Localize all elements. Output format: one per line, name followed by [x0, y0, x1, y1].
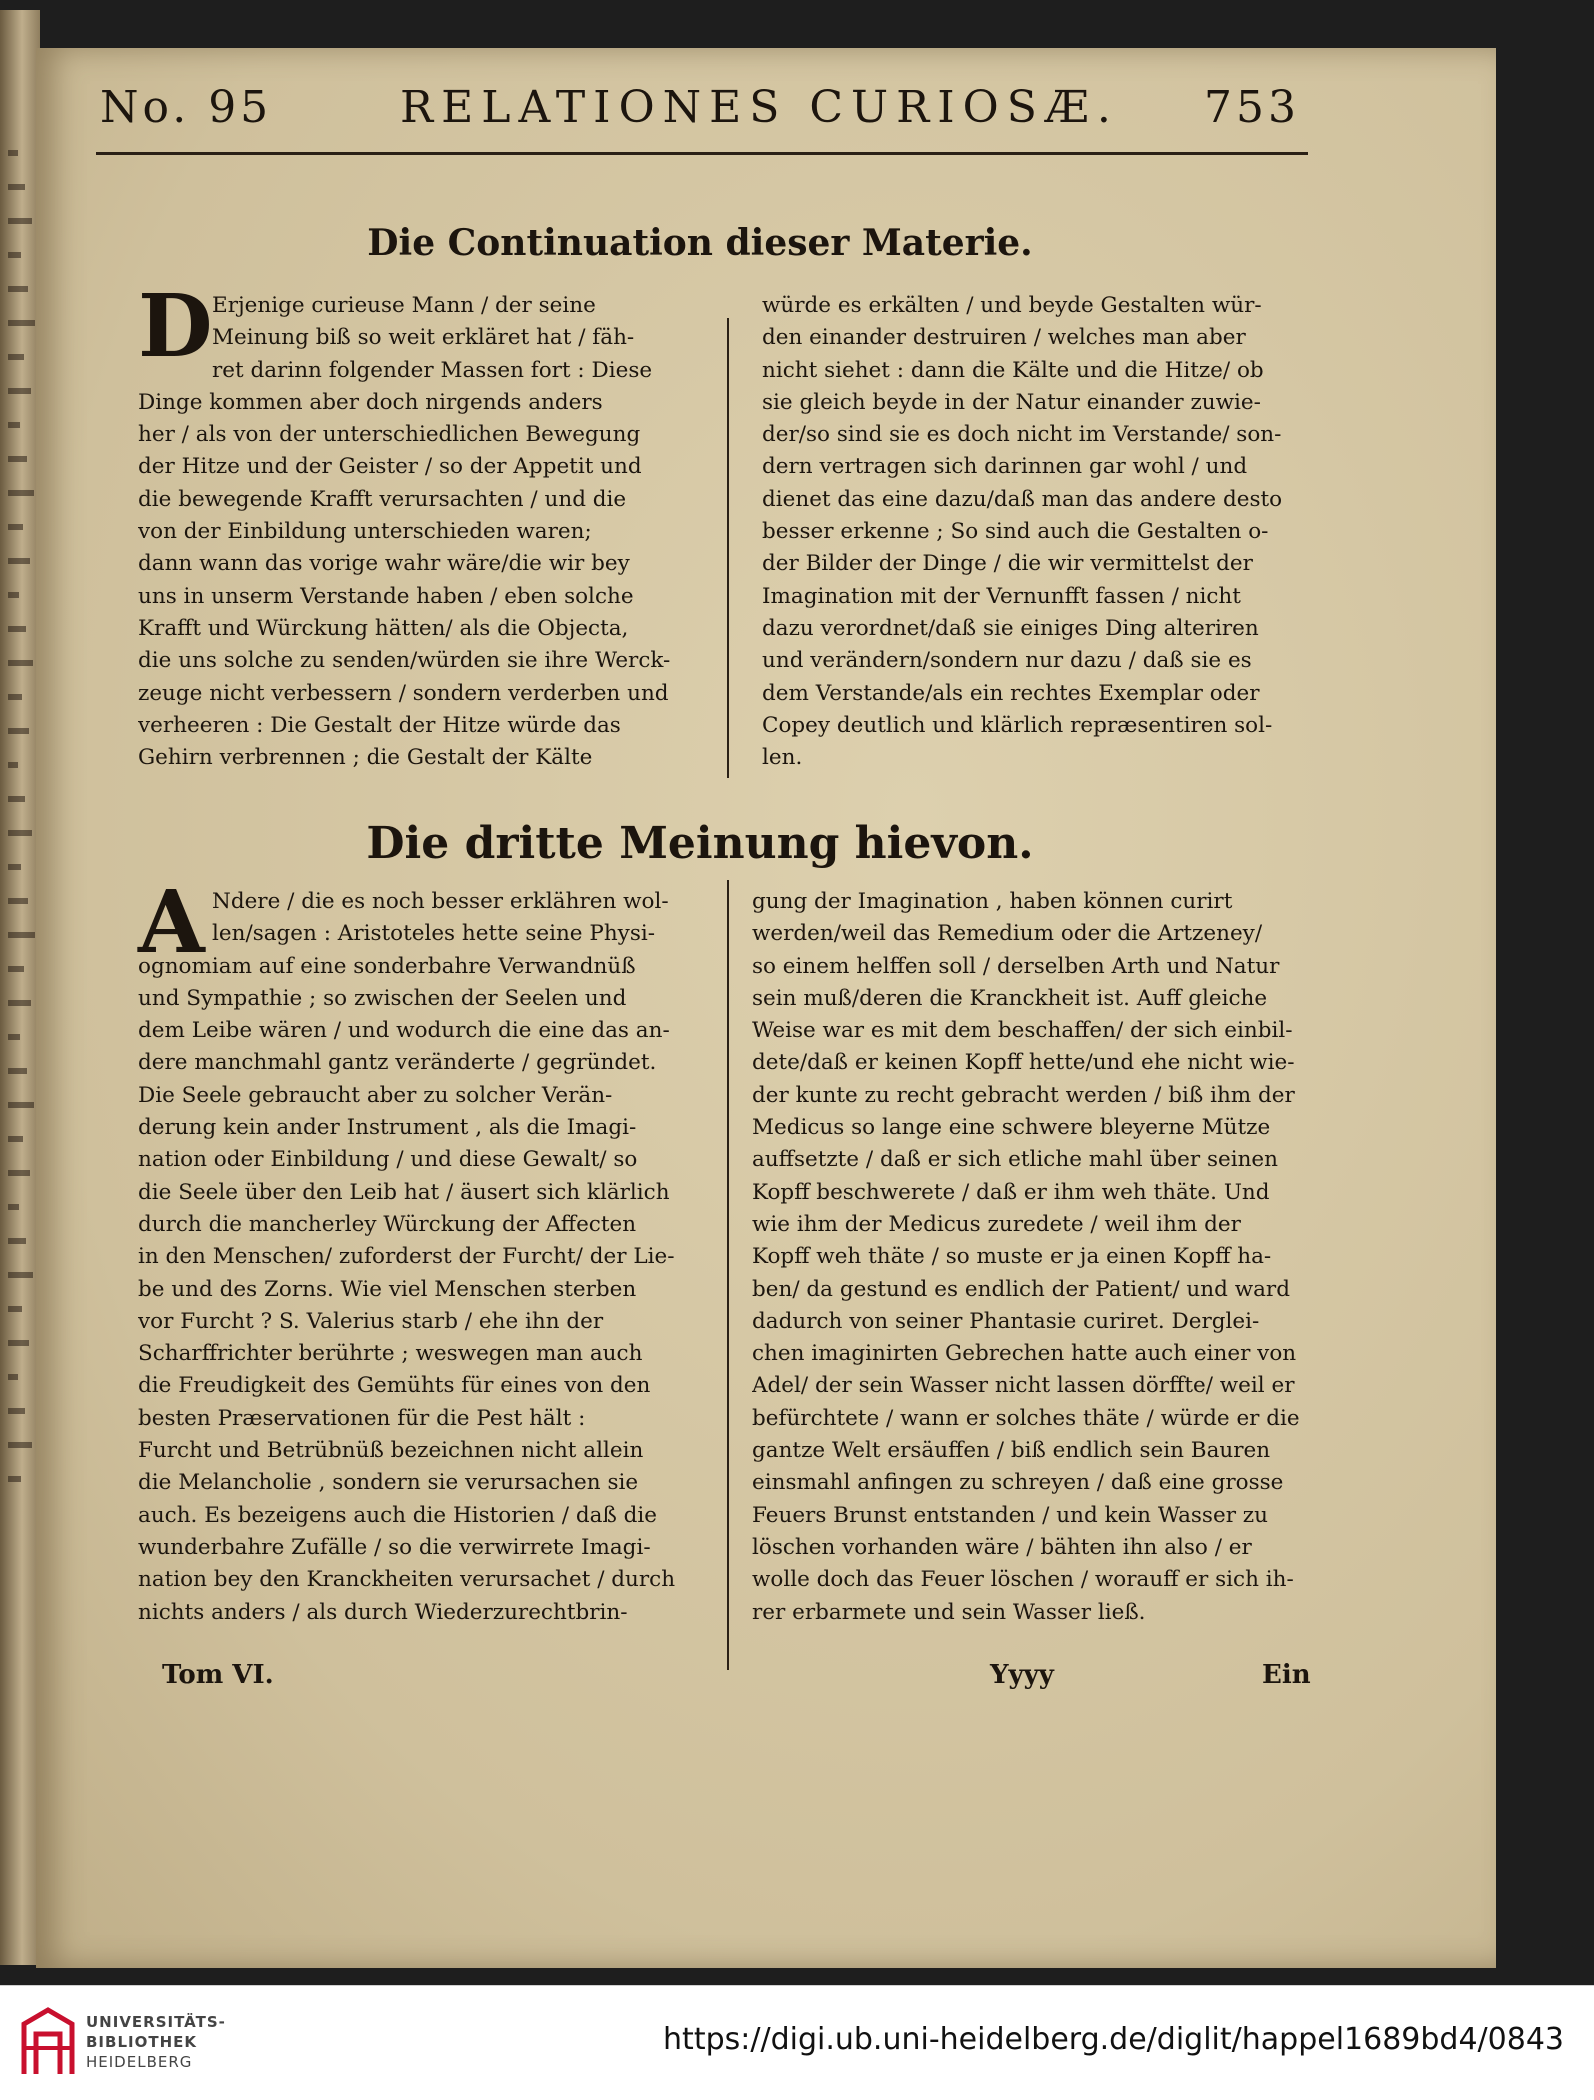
edge-ink-mark	[8, 218, 32, 224]
text-line: Ndere / die es noch besser erklähren wol-	[212, 889, 669, 914]
edge-ink-mark	[8, 150, 18, 156]
edge-ink-mark	[8, 1272, 33, 1278]
text-line: Weise war es mit dem beschaffen/ der sich einbil-	[752, 1018, 1293, 1044]
edge-ink-mark	[8, 898, 28, 904]
edge-ink-mark	[8, 864, 21, 870]
text-line: be und des Zorns. Wie viel Menschen sterben	[138, 1276, 637, 1302]
library-name-line: UNIVERSITÄTS-	[86, 2013, 226, 2031]
edge-ink-mark	[8, 252, 21, 258]
text-column-4	[752, 886, 1316, 1629]
text-line: löschen vorhanden wäre / bähten ihn also / er	[752, 1534, 1252, 1560]
edge-ink-mark	[8, 1136, 23, 1142]
text-line: der kunte zu recht gebracht werden / biß ihm der	[752, 1082, 1295, 1108]
text-line: dadurch von seiner Phantasie curiret. Derglei-	[752, 1308, 1260, 1334]
edge-ink-mark	[8, 354, 24, 360]
text-line: befürchtete / wann er solches thäte / würde er die	[752, 1405, 1300, 1431]
edge-ink-mark	[8, 1204, 19, 1210]
edge-ink-mark	[8, 830, 32, 836]
section-title-third-opinion: Die dritte Meinung hievon.	[366, 818, 1034, 869]
text-line: sie gleich beyde in der Natur einander zuwie-	[762, 389, 1261, 415]
dropcap: A	[138, 872, 205, 973]
edge-ink-mark	[8, 728, 29, 734]
text-line: dern vertragen sich darinnen gar wohl / und	[762, 454, 1248, 480]
library-name-line: BIBLIOTHEK	[86, 2033, 197, 2051]
library-name[interactable]	[86, 2012, 226, 2072]
text-line: Imagination mit der Vernunfft fassen / nicht	[762, 583, 1241, 609]
running-title: RELATIONES CURIOSÆ.	[400, 82, 1119, 133]
text-line: besser erkenne ; So sind auch die Gestalten o-	[762, 519, 1269, 545]
library-footer-bar	[0, 1985, 1594, 2100]
volume-mark: Tom VI.	[162, 1660, 274, 1690]
edge-ink-mark	[8, 1476, 21, 1482]
edge-ink-mark	[8, 1340, 29, 1346]
text-line: die Freudigkeit des Gemühts für eines von den	[138, 1373, 651, 1399]
text-line: Scharffrichter berührte ; weswegen man auch	[138, 1341, 643, 1367]
text-line: und verändern/sondern nur dazu / daß sie es	[762, 648, 1252, 674]
text-line: uns in unserm Verstande haben / eben solche	[138, 583, 634, 609]
text-line: chen imaginirten Gebrechen hatte auch einer von	[752, 1341, 1297, 1367]
text-line: in den Menschen/ zuforderst der Furcht/ der Lie-	[138, 1244, 675, 1270]
text-line: dete/daß er keinen Kopff hette/und ehe nicht wie-	[752, 1050, 1295, 1076]
edge-ink-mark	[8, 456, 27, 462]
text-line: die uns solche zu senden/würden sie ihre Werck-	[138, 648, 671, 674]
text-line: einsmahl anfingen zu schreyen / daß eine grosse	[752, 1470, 1284, 1496]
text-line: her / als von der unterschiedlichen Bewegung	[138, 422, 641, 448]
edge-ink-mark	[8, 1102, 34, 1108]
text-line: nation bey den Kranckheiten verursachet / durch	[138, 1567, 676, 1593]
library-name-line: HEIDELBERG	[86, 2053, 193, 2071]
edge-ink-mark	[8, 694, 22, 700]
text-line: zeuge nicht verbessern / sondern verderben und	[138, 680, 669, 706]
edge-ink-mark	[8, 1306, 22, 1312]
edge-ink-mark	[8, 592, 19, 598]
text-line: ret darinn folgender Massen fort : Diese	[212, 357, 653, 383]
text-line: Die Seele gebraucht aber zu solcher Verän-	[138, 1082, 613, 1108]
text-line: Krafft und Würckung hätten/ als die Objecta,	[138, 615, 629, 641]
text-line: dere manchmahl gantz veränderte / gegründet.	[138, 1050, 657, 1076]
heidelberg-library-logo-icon[interactable]	[18, 2004, 78, 2084]
text-line: den einander destruiren / welches man aber	[762, 325, 1246, 351]
issue-number: No. 95	[100, 82, 273, 133]
text-line: rer erbarmete und sein Wasser ließ.	[752, 1599, 1146, 1625]
text-line: der Bilder der Dinge / die wir vermittelst der	[762, 551, 1253, 577]
text-line: Furcht und Betrübnüß bezeichnen nicht allein	[138, 1438, 644, 1464]
edge-ink-mark	[8, 1000, 31, 1006]
edge-ink-mark	[8, 762, 18, 768]
edge-ink-mark	[8, 1374, 18, 1380]
edge-ink-mark	[8, 966, 24, 972]
text-column-1	[138, 276, 700, 774]
text-line: ognomiam auf eine sonderbahre Verwandnüß	[138, 953, 636, 979]
running-header	[100, 82, 1300, 152]
text-line: derung kein ander Instrument , als die Imagi-	[138, 1115, 637, 1141]
edge-ink-mark	[8, 490, 34, 496]
edge-ink-mark	[8, 320, 35, 326]
signature-mark: Yyyy	[990, 1660, 1054, 1690]
edge-ink-mark	[8, 1068, 27, 1074]
edge-ink-mark	[8, 660, 33, 666]
edge-ink-mark	[8, 1442, 32, 1448]
column-rule	[727, 880, 729, 1670]
text-line: dann wann das vorige wahr wäre/die wir bey	[138, 551, 630, 577]
text-line: werden/weil das Remedium oder die Artzeney/	[752, 921, 1263, 947]
edge-ink-mark	[8, 626, 26, 632]
text-line: len.	[762, 745, 803, 771]
text-line: der Hitze und der Geister / so der Appetit und	[138, 454, 642, 480]
edge-ink-mark	[8, 388, 31, 394]
text-line: Medicus so lange eine schwere bleyerne Mütze	[752, 1115, 1271, 1141]
section-title-continuation: Die Continuation dieser Materie.	[367, 222, 1033, 264]
text-line: Meinung biß so weit erkläret hat / fäh-	[212, 325, 635, 351]
text-line: wunderbahre Zufälle / so die verwirrete Imagi-	[138, 1534, 651, 1560]
text-line: dem Leibe wären / und wodurch die eine das an-	[138, 1018, 670, 1044]
edge-ink-mark	[8, 932, 35, 938]
text-line: dazu verordnet/daß sie einiges Ding alteriren	[762, 615, 1259, 641]
catchword: Ein	[1262, 1660, 1311, 1690]
text-line: wolle doch das Feuer löschen / worauff er sich ih-	[752, 1567, 1294, 1593]
column-rule	[727, 318, 729, 778]
permalink-url[interactable]: https://digi.ub.uni-heidelberg.de/diglit/happel1689bd4/0843	[663, 2022, 1564, 2057]
text-line: die Melancholie , sondern sie verursachen sie	[138, 1470, 639, 1496]
text-line: vor Furcht ? S. Valerius starb / ehe ihn der	[138, 1308, 604, 1334]
edge-ink-mark	[8, 1238, 26, 1244]
edge-ink-mark	[8, 1170, 30, 1176]
text-line: wie ihm der Medicus zuredete / weil ihm der	[752, 1211, 1241, 1237]
edge-ink-mark	[8, 422, 20, 428]
edge-ink-mark	[8, 184, 25, 190]
text-line: auch. Es bezeigens auch die Historien / daß die	[138, 1502, 658, 1528]
text-line: Feuers Brunst entstanden / und kein Wasser zu	[752, 1502, 1268, 1528]
text-line: Copey deutlich und klärlich repræsentiren sol-	[762, 712, 1273, 738]
edge-ink-mark	[8, 1034, 20, 1040]
text-line: verheeren : Die Gestalt der Hitze würde das	[138, 712, 621, 738]
text-line: gantze Welt ersäuffen / biß endlich sein Bauren	[752, 1438, 1271, 1464]
text-line: Adel/ der sein Wasser nicht lassen dörffte/ weil er	[752, 1373, 1295, 1399]
text-line: gung der Imagination , haben können curirt	[752, 889, 1233, 914]
text-line: Gehirn verbrennen ; die Gestalt der Kälte	[138, 745, 593, 771]
text-line: Dinge kommen aber doch nirgends anders	[138, 389, 603, 415]
text-line: der/so sind sie es doch nicht im Verstande/ son-	[762, 422, 1282, 448]
text-line: die Seele über den Leib hat / äusert sich klärlich	[138, 1179, 670, 1205]
text-line: dem Verstande/als ein rechtes Exemplar oder	[762, 680, 1260, 706]
text-line: Kopff beschwerete / daß er ihm weh thäte. Und	[752, 1179, 1270, 1205]
text-line: sein muß/deren die Kranckheit ist. Auff gleiche	[752, 985, 1268, 1011]
text-line: auffsetzte / daß er sich etliche mahl über seinen	[752, 1147, 1279, 1173]
text-line: besten Præservationen für die Pest hält :	[138, 1405, 586, 1431]
text-line: len/sagen : Aristoteles hette seine Physi-	[212, 921, 655, 947]
text-line: würde es erkälten / und beyde Gestalten wür-	[762, 293, 1262, 318]
text-line: Kopff weh thäte / so muste er ja einen Kopff ha-	[752, 1244, 1272, 1270]
text-line: die bewegende Krafft verursachten / und die	[138, 486, 627, 512]
text-line: nicht siehet : dann die Kälte und die Hitze/ ob	[762, 357, 1264, 383]
edge-ink-mark	[8, 1408, 25, 1414]
dropcap: D	[138, 276, 213, 377]
header-rule	[96, 152, 1308, 155]
text-column-3	[138, 872, 700, 1629]
text-line: Erjenige curieuse Mann / der seine	[212, 293, 596, 318]
text-line: ben/ da gestund es endlich der Patient/ und ward	[752, 1276, 1290, 1302]
edge-ink-mark	[8, 524, 23, 530]
previous-page-edge	[0, 10, 40, 1965]
text-line: so einem helffen soll / derselben Arth und Natur	[752, 953, 1280, 979]
text-line: nation oder Einbildung / und diese Gewalt/ so	[138, 1147, 638, 1173]
page-number: 753	[1204, 82, 1300, 133]
text-line: nichts anders / als durch Wiederzurechtbrin-	[138, 1599, 628, 1625]
text-line: von der Einbildung unterschieden waren;	[138, 519, 592, 545]
text-line: und Sympathie ; so zwischen der Seelen und	[138, 985, 627, 1011]
text-line: dienet das eine dazu/daß man das andere desto	[762, 486, 1283, 512]
text-line: durch die mancherley Würckung der Affecten	[138, 1211, 637, 1237]
text-column-2	[762, 290, 1314, 774]
edge-ink-mark	[8, 558, 30, 564]
edge-ink-mark	[8, 286, 28, 292]
edge-ink-mark	[8, 796, 25, 802]
